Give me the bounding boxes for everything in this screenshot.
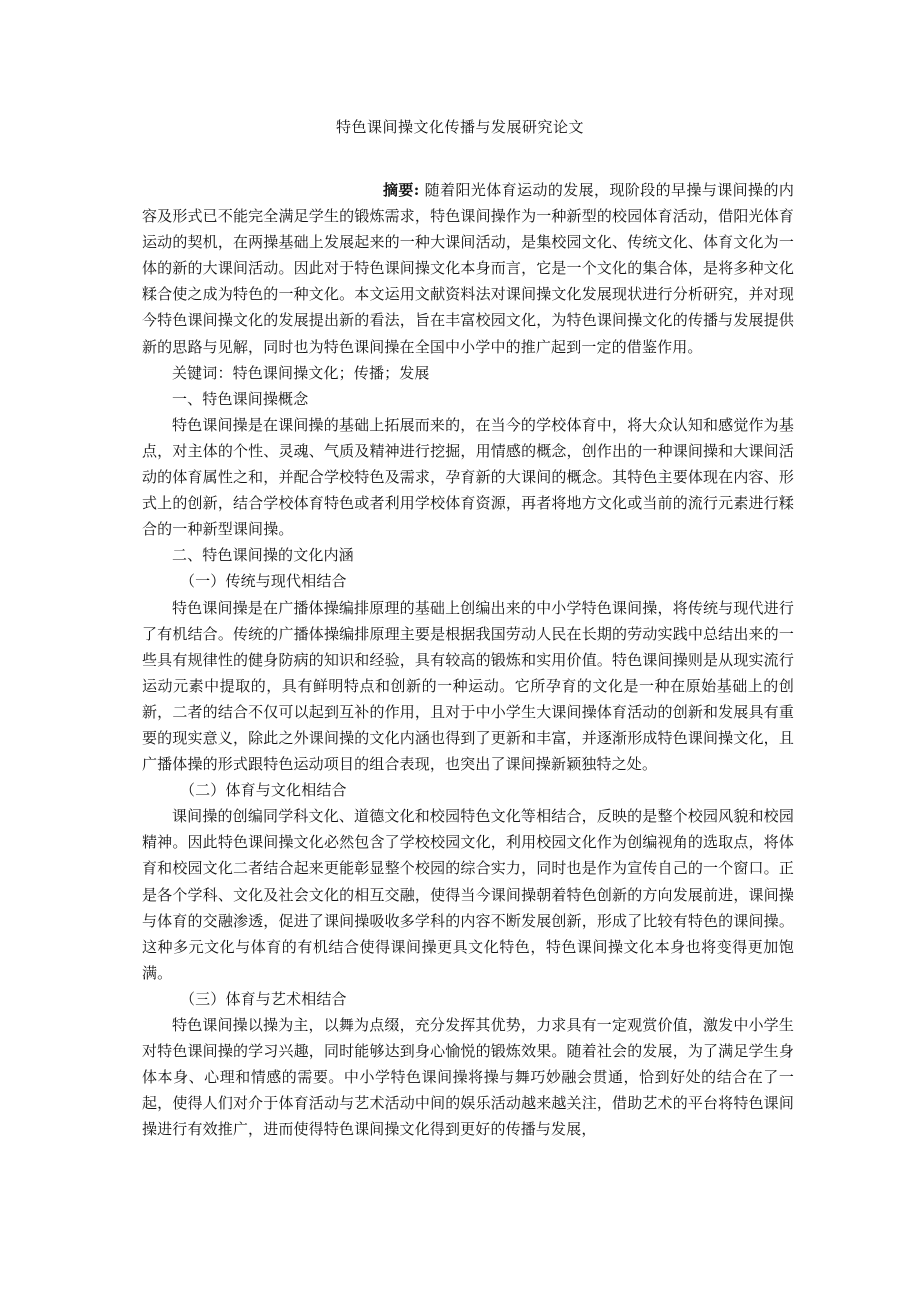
subsection-1-paragraph: 特色课间操是在广播体操编排原理的基础上创编出来的中小学特色课间操，将传统与现代进行了有机结合。传统的广播体操编排原理主要是根据我国劳动人民在长期的劳动实践中总结出来的一些具有规律性的健身防病的知识和经验，具有较高的锻炼和实用价值。特色课间操则是从现实流行运动元素中提取的，具有鲜明特点和创新的一种运动。它所孕育的文化是一种在原始基础上的创新，二者的结合不仅可以起到互补的作用，且对于中小学生大课间操体育活动的创新和发展具有重要的现实意义，除此之外课间操的文化内涵也得到了更新和丰富，并逐渐形成特色课间操文化，且广播体操的形式跟特色运动项目的组合表现，也突出了课间操新颖独特之处。 xyxy=(142,598,794,774)
subsection-3-heading: （三）体育与艺术相结合 xyxy=(180,989,347,1008)
subsection-1-heading: （一）传统与现代相结合 xyxy=(180,572,347,591)
subsection-3-paragraph: 特色课间操以操为主，以舞为点缀，充分发挥其优势，力求具有一定观赏价值，激发中小学生对特色课间操的学习兴趣，同时能够达到身心愉悦的锻炼效果。随着社会的发展，为了满足学生身体本身、心理和情感的需要。中小学特色课间操将操与舞巧妙融会贯通，恰到好处的结合在了一起，使得人们对介于体育活动与艺术活动中间的娱乐活动越来越关注，借助艺术的平台将特色课间操进行有效推广，进而使得特色课间操文化得到更好的传播与发展， xyxy=(142,1016,794,1139)
section-1-paragraph: 特色课间操是在课间操的基础上拓展而来的，在当今的学校体育中，将大众认知和感觉作为基点，对主体的个性、灵魂、气质及精神进行挖掘，用情感的概念，创作出的一种课间操和大课间活动的体育属性之和，并配合学校特色及需求，孕育新的大课间的概念。其特色主要体现在内容、形式上的创新，结合学校体育特色或者利用学校体育资源，再者将地方文化或当前的流行元素进行糅合的一种新型课间操。 xyxy=(142,415,794,539)
section-1-heading: 一、特色课间操概念 xyxy=(172,389,309,408)
subsection-2-heading: （二）体育与文化相结合 xyxy=(180,781,347,800)
abstract-label: 摘要: xyxy=(383,181,420,199)
abstract-text: 随着阳光体育运动的发展，现阶段的早操与课间操的内容及形式已不能完全满足学生的锻炼需求，特色课间操作为一种新型的校园体育活动，借阳光体育运动的契机，在两操基础上发展起来的一种大课间活动，是集校园文化、传统文化、体育文化为一体的新的大课间活动。因此对于特色课间操文化本身而言，它是一个文化的集合体，是将多种文化糅合使之成为特色的一种文化。本文运用文献资料法对课间操文化发展现状进行分析研究，并对现今特色课间操文化的发展提出新的看法，旨在丰富校园文化，为特色课间操文化的传播与发展提供新的思路与见解，同时也为特色课间操在全国中小学中的推广起到一定的借鉴作用。 xyxy=(142,181,794,356)
keywords-line: 关键词：特色课间操文化；传播；发展 xyxy=(172,363,430,382)
abstract-paragraph xyxy=(142,177,794,360)
subsection-2-paragraph: 课间操的创编同学科文化、道德文化和校园特色文化等相结合，反映的是整个校园风貌和校园精神。因此特色课间操文化必然包含了学校校园文化，利用校园文化作为创编视角的选取点，将体育和校园文化二者结合起来更能彰显整个校园的综合实力，同时也是作为宣传自己的一个窗口。正是各个学科、文化及社会文化的相互交融，使得当今课间操朝着特色创新的方向发展前进，课间操与体育的交融渗透，促进了课间操吸收多学科的内容不断发展创新，形成了比较有特色的课间操。这种多元文化与体育的有机结合使得课间操更具文化特色，特色课间操文化本身也将变得更加饱满。 xyxy=(142,807,794,982)
paper-body xyxy=(142,177,794,1142)
section-2-heading: 二、特色课间操的文化内涵 xyxy=(172,546,354,565)
paper-title: 特色课间操文化传播与发展研究论文 xyxy=(335,118,584,136)
